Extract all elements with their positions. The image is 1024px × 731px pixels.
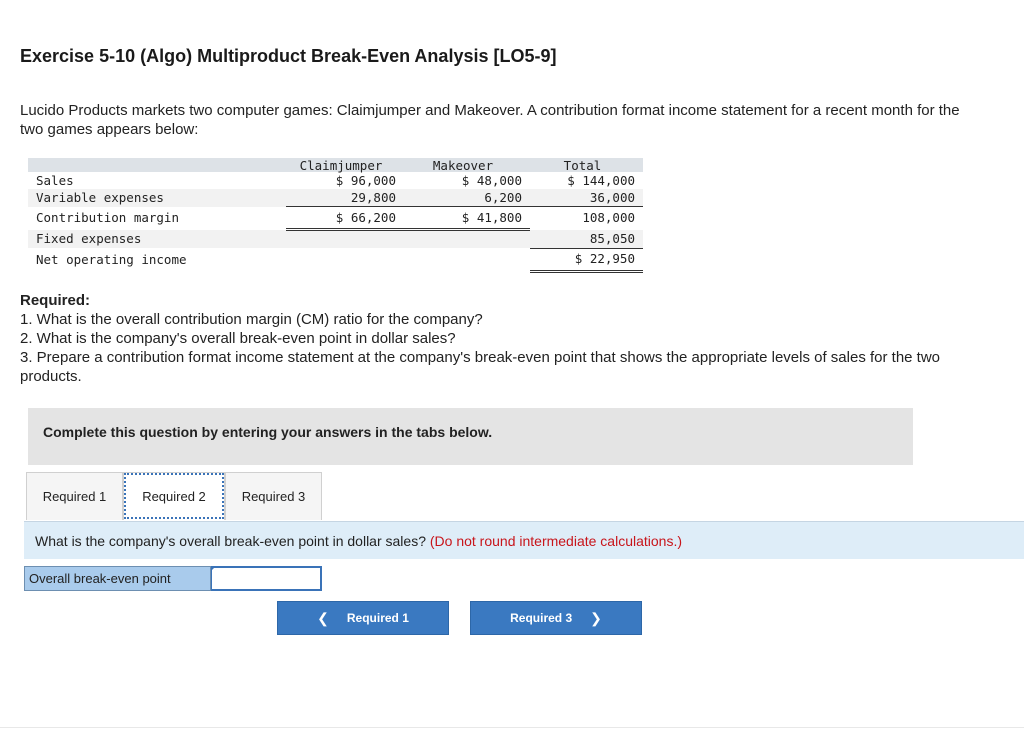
cell-value: $ 66,200 (286, 207, 404, 230)
header-claimjumper: Claimjumper (286, 158, 404, 172)
prev-button-label: Required 1 (346, 611, 409, 625)
instruction-text: Complete this question by entering your answers in the tabs below. (43, 424, 493, 440)
cell-value: 85,050 (530, 230, 643, 249)
prev-button[interactable] (277, 601, 449, 635)
next-button[interactable] (470, 601, 642, 635)
cell-value: $ 41,800 (404, 207, 530, 230)
cell-value: 29,800 (286, 189, 404, 207)
chevron-right-icon: ❯ (590, 609, 602, 626)
cell-value: $ 48,000 (461, 172, 522, 188)
table-header-row (28, 158, 643, 172)
question-prompt: What is the company's overall break-even point in dollar sales? (35, 533, 426, 549)
row-label: Fixed expenses (28, 230, 286, 249)
required-item-3: 3. Prepare a contribution format income statement at the company's break-even point that shows the appropriate levels of sales for the two products. (20, 349, 941, 385)
question-note: (Do not round intermediate calculations.) (429, 533, 683, 549)
row-label: Variable expenses (28, 189, 286, 207)
next-button-label: Required 3 (510, 611, 573, 625)
answer-label: Overall break-even point (24, 566, 211, 591)
table-row-net-operating-income (28, 248, 643, 271)
row-label: Contribution margin (36, 210, 179, 225)
required-section (20, 291, 1000, 386)
cell-value: $ 144,000 (567, 172, 635, 188)
required-heading: Required: (20, 292, 91, 309)
required-item-1: 1. What is the overall contribution margin (CM) ratio for the company? (20, 311, 483, 328)
cell-value (404, 230, 530, 249)
row-label: Sales (36, 172, 74, 188)
exercise-title: Exercise 5-10 (Algo) Multiproduct Break-Even Analysis [LO5-9] (20, 46, 557, 66)
cell-value: 108,000 (582, 210, 635, 226)
intro-paragraph: Lucido Products markets two computer games: Claimjumper and Makeover. A contribution format income statement for a recent month for the two games appears below: (20, 102, 960, 138)
question-text (35, 533, 682, 549)
question-bar (24, 521, 1024, 559)
cell-value: 36,000 (530, 189, 643, 207)
chevron-left-icon: ❮ (317, 609, 329, 626)
cell-value (286, 230, 404, 249)
cell-value: $ 22,950 (530, 248, 643, 271)
tab-required-3[interactable]: Required 3 (225, 472, 322, 520)
tab-required-2[interactable]: Required 2 (123, 472, 225, 520)
tab-required-1[interactable]: Required 1 (26, 472, 123, 520)
table-row-variable-expenses (28, 189, 643, 207)
cell-value: 6,200 (404, 189, 530, 207)
cell-value: $ 96,000 (335, 172, 396, 188)
row-label: Net operating income (36, 251, 187, 267)
break-even-input[interactable] (211, 566, 322, 591)
instruction-banner (28, 408, 913, 465)
table-row-fixed-expenses (28, 230, 643, 249)
header-makeover: Makeover (404, 158, 530, 172)
income-statement-table (28, 158, 643, 273)
table-row-sales (28, 172, 643, 189)
divider (0, 727, 1024, 728)
cell-value (404, 248, 530, 271)
table-row-contribution-margin (28, 207, 643, 230)
header-total: Total (530, 158, 643, 172)
cell-value (286, 248, 404, 271)
required-item-2: 2. What is the company's overall break-even point in dollar sales? (20, 330, 456, 347)
input-corner-marker (211, 566, 216, 571)
